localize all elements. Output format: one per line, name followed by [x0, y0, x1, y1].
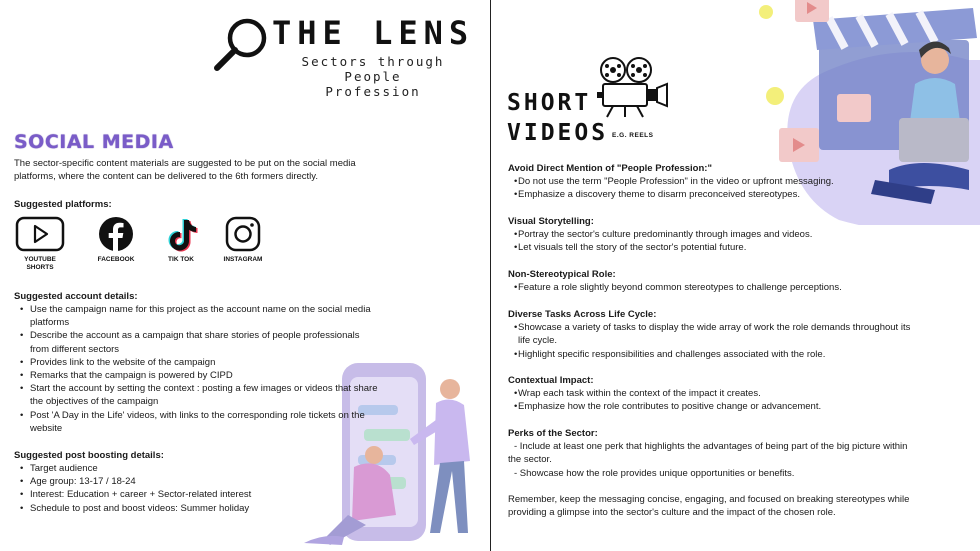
platform-youtube — [14, 216, 66, 272]
list-item: • Showcase a variety of tasks to display the wide array of work the role demands throughout its — [508, 321, 968, 334]
section-list — [508, 387, 968, 413]
list-item: • Interest: Education + career + Sector-related interest — [20, 488, 320, 501]
section-list — [508, 175, 968, 201]
section-heading: Non-Stereotypical Role: — [508, 269, 616, 280]
intro-line-1: The sector-specific content materials are suggested to be put on the social media — [14, 158, 356, 169]
subtitle-line-1: Sectors through — [301, 54, 445, 69]
platform-label: INSTAGRAM — [223, 256, 263, 263]
list-item: • Provides link to the website of the campaign — [20, 356, 420, 369]
section-heading: Visual Storytelling: — [508, 216, 594, 227]
section-heading: Contextual Impact: — [508, 375, 594, 386]
title-line-2: VIDEOS — [507, 120, 609, 146]
list-item-text: platforms — [30, 317, 70, 329]
social-intro — [14, 157, 484, 183]
section-list — [508, 321, 968, 361]
list-item: • Start the account by setting the context : posting a few images or videos that share — [20, 382, 420, 395]
list-item-cont — [20, 422, 420, 435]
social-media-heading: SOCIAL MEDIA — [14, 131, 174, 153]
platform-tiktok — [160, 216, 202, 264]
list-item: • Schedule to post and boost videos: Summer holiday — [20, 502, 320, 515]
section-heading: Perks of the Sector: — [508, 428, 598, 439]
list-item: • Emphasize a discovery theme to disarm preconceived stereotypes. — [508, 188, 968, 201]
boost-list — [20, 462, 320, 515]
platform-label: YOUTUBE — [24, 256, 56, 263]
list-item-text: website — [30, 422, 63, 434]
magnifier-icon — [212, 16, 270, 74]
closing-line-1: Remember, keep the messaging concise, engaging, and focused on breaking stereotypes while — [508, 494, 910, 505]
page-title: THE LENS — [272, 14, 475, 52]
youtube-icon — [15, 216, 65, 252]
list-item: • Portray the sector's culture predominantly through images and videos. — [508, 228, 968, 241]
film-projector-icon — [595, 56, 671, 118]
section-list — [508, 281, 968, 294]
list-item-text: life cycle. — [518, 335, 558, 347]
list-item-text: from different sectors — [30, 343, 120, 355]
list-item-cont — [20, 343, 420, 356]
short-videos-page — [491, 0, 980, 551]
list-item-cont — [508, 334, 968, 347]
account-list — [20, 303, 420, 435]
list-item: • Do not use the term "People Profession" in the video or upfront messaging. — [508, 175, 968, 188]
section-visual-storytelling — [508, 215, 968, 255]
list-item: • Age group: 13-17 / 18-24 — [20, 475, 320, 488]
section-perks — [508, 427, 968, 480]
short-videos-title — [507, 88, 608, 148]
section-diverse-tasks — [508, 308, 968, 361]
tiktok-icon — [164, 216, 198, 252]
intro-line-2: platforms, where the content can be delivered to the 6th formers directly. — [14, 171, 318, 183]
closing-line-2: providing a glimpse into the sector's culture and the impact of the chosen role. — [508, 507, 836, 519]
list-item: • Let visuals tell the story of the sector's potential future. — [508, 241, 968, 254]
account-heading: Suggested account details: — [14, 291, 138, 302]
section-non-stereotypical — [508, 268, 968, 294]
section-heading: Diverse Tasks Across Life Cycle: — [508, 309, 657, 320]
closing-remark — [508, 493, 968, 519]
list-item: • Use the campaign name for this project as the account name on the social media — [20, 303, 420, 316]
section-contextual-impact — [508, 374, 968, 414]
list-item: • Post 'A Day in the Life' videos, with links to the corresponding role tickets on the — [20, 409, 420, 422]
list-item: • Target audience — [20, 462, 320, 475]
subtitle-line-2: People Profession — [325, 69, 421, 99]
example-reels-label: E.G. REELS — [612, 132, 654, 139]
list-item: • Wrap each task within the context of the impact it creates. — [508, 387, 968, 400]
boost-heading: Suggested post boosting details: — [14, 450, 164, 461]
instagram-icon — [225, 216, 261, 252]
section-list — [508, 228, 968, 254]
list-item: • Describe the account as a campaign that share stories of people professionals — [20, 329, 420, 342]
list-item-cont — [20, 316, 420, 329]
title-line-1: SHORT — [507, 90, 592, 116]
list-item: • Emphasize how the role contributes to positive change or advancement. — [508, 400, 968, 413]
list-item-text: the objectives of the campaign — [30, 396, 159, 408]
platform-label: FACEBOOK — [97, 256, 135, 263]
platforms-heading: Suggested platforms: — [14, 199, 112, 210]
list-item: • Feature a role slightly beyond common stereotypes to challenge perceptions. — [508, 281, 968, 294]
platform-label: TIK TOK — [168, 256, 194, 263]
facebook-icon — [98, 216, 134, 252]
section-heading: Avoid Direct Mention of "People Profession:" — [508, 163, 712, 174]
platform-label-2: SHORTS — [26, 264, 54, 271]
platform-instagram — [218, 216, 268, 264]
page-subtitle — [298, 54, 448, 99]
platform-facebook — [92, 216, 140, 264]
list-item-cont — [20, 395, 420, 408]
section-avoid-mention — [508, 162, 968, 202]
list-item: • Highlight specific responsibilities and challenges associated with the role. — [508, 348, 968, 361]
perk-line: - Showcase how the role provides unique opportunities or benefits. — [514, 467, 795, 479]
the-lens-header — [212, 14, 482, 99]
perk-line: - Include at least one perk that highlights the advantages of being part of the big picture within — [514, 441, 908, 453]
list-item: • Remarks that the campaign is powered by CIPD — [20, 369, 420, 382]
perk-line-cont: the sector. — [508, 454, 552, 466]
